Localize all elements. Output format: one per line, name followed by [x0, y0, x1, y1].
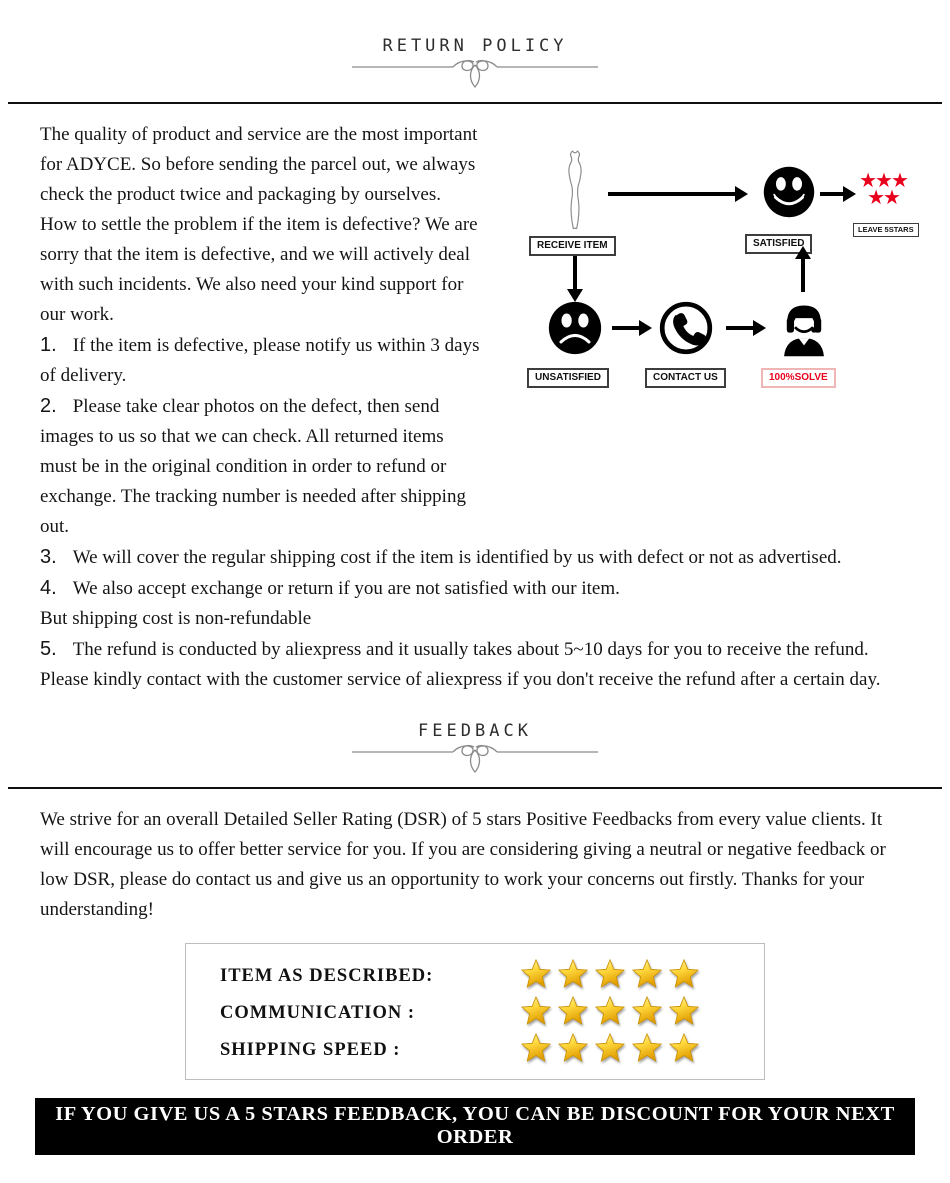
- gold-star-icon: [520, 958, 552, 995]
- arrow-right-icon: [608, 192, 736, 196]
- five-gold-stars: [520, 995, 701, 1032]
- unsatisfied-label: UNSATISFIED: [527, 368, 609, 388]
- gold-star-icon: [594, 958, 626, 995]
- customer-service-icon: [775, 298, 833, 370]
- return-policy-content: [0, 104, 950, 695]
- feedback-content: [0, 789, 950, 925]
- item-text: Please take clear photos on the defect, then send images to us so that we can check. All returned items must be in the original condition in order to refund or exchange. The tracking number is needed after shipping out.: [40, 396, 466, 537]
- gold-star-icon: [668, 995, 700, 1032]
- contact-us-label: CONTACT US: [645, 368, 726, 388]
- arrow-right-icon: [820, 192, 844, 196]
- gold-star-icon: [557, 1032, 589, 1069]
- gold-star-icon: [557, 995, 589, 1032]
- item-number: 5.: [40, 638, 57, 660]
- arrow-down-icon: [573, 256, 577, 290]
- rating-row-communication: [220, 995, 764, 1032]
- return-policy-header: [0, 0, 950, 92]
- gold-star-icon: [631, 1032, 663, 1069]
- gold-star-icon: [594, 995, 626, 1032]
- policy-item-3: [40, 542, 910, 573]
- discount-banner: IF YOU GIVE US A 5 STARS FEEDBACK, YOU CAN BE DISCOUNT FOR YOUR NEXT ORDER: [35, 1098, 915, 1155]
- item-number: 3.: [40, 546, 57, 568]
- intro-paragraph-2: How to settle the problem if the item is defective? We are sorry that the item is defective, and we will actively deal with such incidents. We also need your kind support for our work.: [40, 214, 478, 325]
- gold-star-icon: [631, 995, 663, 1032]
- rating-label: COMMUNICATION :: [220, 1003, 416, 1023]
- return-policy-title: RETURN POLICY: [382, 36, 568, 56]
- rating-row-shipping-speed: [220, 1032, 764, 1069]
- feedback-paragraph: We strive for an overall Detailed Seller Rating (DSR) of 5 stars Positive Feedbacks from every value clients. It will encourage us to offer better service for you. If you are considering giving a neutral or negative feedback or low DSR, please do contact us and give us an opportunity to work your concerns out firstly. Thanks for your understanding!: [40, 809, 886, 920]
- item-text: We also accept exchange or return if you are not satisfied with our item.: [72, 578, 620, 599]
- item-number: 2.: [40, 395, 57, 417]
- arrow-right-icon: [612, 326, 640, 330]
- five-gold-stars: [520, 958, 701, 995]
- policy-item-5: [40, 634, 910, 695]
- five-gold-stars: [520, 1032, 701, 1069]
- red-stars-row: ★★: [867, 185, 899, 209]
- solve-label: 100%SOLVE: [761, 368, 836, 388]
- item-text: The refund is conducted by aliexpress and it usually takes about 5~10 days for you to receive the refund. Please kindly contact with the customer service of aliexpress if you don't receive the refund after a certain day.: [40, 639, 881, 690]
- arrow-right-icon: [726, 326, 754, 330]
- leave-5stars-label: LEAVE 5STARS: [853, 223, 919, 237]
- item-text: We will cover the regular shipping cost if the item is identified by us with defect or not as advertised.: [72, 547, 842, 568]
- gold-star-icon: [520, 1032, 552, 1069]
- rating-row-item-as-described: [220, 958, 764, 995]
- gold-star-icon: [557, 958, 589, 995]
- item-number: 4.: [40, 577, 57, 599]
- flourish-ornament-icon: [350, 58, 600, 92]
- gold-star-icon: [668, 958, 700, 995]
- receive-item-label: RECEIVE ITEM: [529, 236, 616, 256]
- gold-star-icon: [594, 1032, 626, 1069]
- red-stars-row: ★★★: [859, 168, 907, 192]
- happy-face-icon: [762, 165, 816, 229]
- policy-item-4-note: But shipping cost is non-refundable: [40, 608, 312, 629]
- gold-star-icon: [520, 995, 552, 1032]
- feedback-title: FEEDBACK: [418, 721, 532, 741]
- feedback-header: [0, 721, 950, 777]
- five-red-stars-icon: [850, 168, 916, 209]
- gold-star-icon: [631, 958, 663, 995]
- dsr-ratings-box: [185, 943, 765, 1080]
- dress-icon: [558, 148, 592, 244]
- rating-label: SHIPPING SPEED :: [220, 1040, 401, 1060]
- item-text: If the item is defective, please notify us within 3 days of delivery.: [40, 335, 480, 386]
- policy-item-4: [40, 573, 910, 604]
- intro-paragraph-1: The quality of product and service are the most important for ADYCE. So before sending the parcel out, we always check the product twice and packaging by ourselves.: [40, 124, 478, 205]
- phone-icon: [658, 300, 714, 366]
- gold-star-icon: [668, 1032, 700, 1069]
- arrow-up-icon: [801, 258, 805, 292]
- rating-label: ITEM AS DESCRIBED:: [220, 966, 434, 986]
- feedback-section: [0, 721, 950, 1155]
- return-flowchart: [490, 148, 914, 493]
- flourish-ornament-icon: [350, 743, 600, 777]
- sad-face-icon: [547, 300, 603, 366]
- satisfied-label: SATISFIED: [745, 234, 812, 254]
- item-number: 1.: [40, 334, 57, 356]
